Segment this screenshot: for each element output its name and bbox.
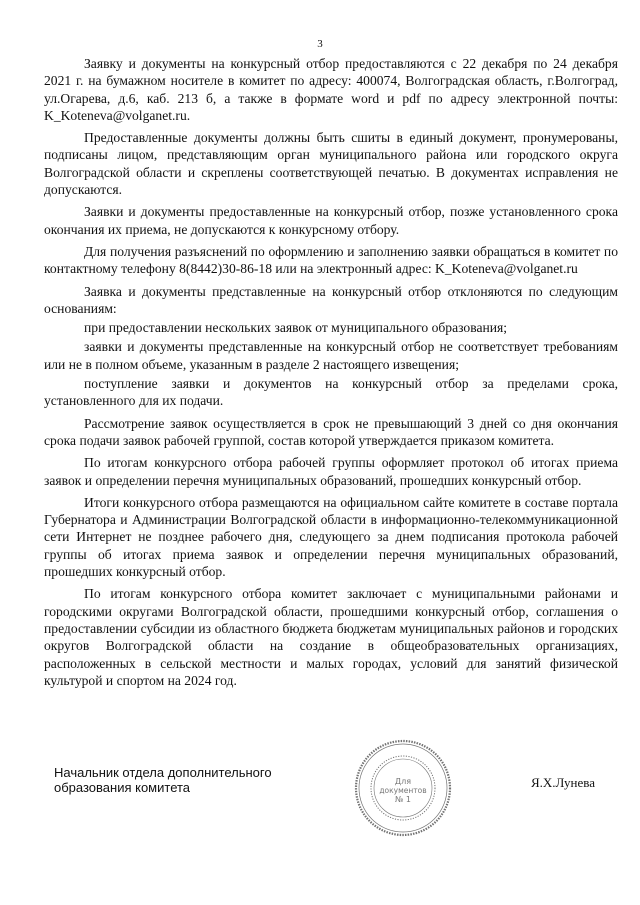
paragraph-agreements: По итогам конкурсного отбора комитет заключает с муниципальными районами и городскими округами Волгоградской области, прошедшими конкурсный отбор, соглашения о предоставлении субсидии из областного бюджета бюджетам муниципальных районов и городских округов Волгоградской области на создание в общеобразовательных организациях, расположенных в сельской местности и малых городах, условий для занятий физической культурой и спортом на 2024 год. <box>44 586 618 688</box>
signatory-title-line: Начальник отдела дополнительного <box>54 765 272 780</box>
paragraph-rejection-grounds: Заявка и документы представленные на конкурсный отбор отклоняются по следующим основаниям: <box>44 283 618 316</box>
document-body <box>44 55 618 694</box>
stamp-text: документов <box>379 786 427 795</box>
official-stamp <box>353 738 453 838</box>
signatory-title <box>54 765 272 795</box>
paragraph-protocol: По итогам конкурсного отбора рабочей группы оформляет протокол об итогах приема заявок и определении перечня муниципальных образований, прошедших конкурсный отбор. <box>44 455 618 488</box>
stamp-text: № 1 <box>395 795 411 804</box>
rejection-ground-item: при предоставлении нескольких заявок от муниципального образования; <box>84 320 508 336</box>
stamp-text: Для <box>394 777 412 786</box>
rejection-ground-item: поступление заявки и документов на конкурсный отбор за пределами срока, установленного для их подачи. <box>44 376 618 409</box>
paragraph-late-submissions: Заявки и документы предоставленные на конкурсный отбор, позже установленного срока окончания их приема, не допускаются к конкурсному отбору. <box>44 204 618 237</box>
paragraph-results-publication: Итоги конкурсного отбора размещаются на официальном сайте комитете в составе портала Губернатора и Администрации Волгоградской области в информационно-телекоммуникационной сети Интернет не позднее рабочего дня, следующего за днем подписания протокола рабочей группы об итогах приема заявок и определении перечня муниципальных образований, прошедших конкурсный отбор. <box>44 494 618 580</box>
signatory-title-line: образования комитета <box>54 780 191 795</box>
paragraph-review-period: Рассмотрение заявок осуществляется в срок не превышающий 3 дней со дня окончания срока подачи заявок рабочей группой, состав которой утверждается приказом комитета. <box>44 415 618 448</box>
rejection-ground-item: заявки и документы представленные на конкурсный отбор не соответствует требованиям или не в полном объеме, указанным в разделе 2 настоящего извещения; <box>44 339 618 372</box>
signatory-name: Я.Х.Лунева <box>531 775 596 790</box>
paragraph-contacts: Для получения разъяснений по оформлению и заполнению заявки обращаться в комитет по контактному телефону 8(8442)30-86-18 или на электронный адрес: K_Koteneva@volganet.ru <box>44 243 618 277</box>
paragraph-document-requirements: Предоставленные документы должны быть сшиты в единый документ, пронумерованы, подписаны лицом, представляющим орган муниципального района или городского округа Волгоградской области и скреплены соответствующей печатью. В документах исправления не допускаются. <box>44 130 618 198</box>
page-number: 3 <box>317 38 323 50</box>
paragraph-submission-dates: Заявку и документы на конкурсный отбор предоставляются с 22 декабря по 24 декабря 2021 г. на бумажном носителе в комитет по адресу: 400074, Волгоградская область, г.Волгоград, ул.Огарева, д.6, каб. 213 б, а также в формате word и pdf по адресу электронной почты: K_Koteneva@volganet.ru. <box>44 56 618 123</box>
